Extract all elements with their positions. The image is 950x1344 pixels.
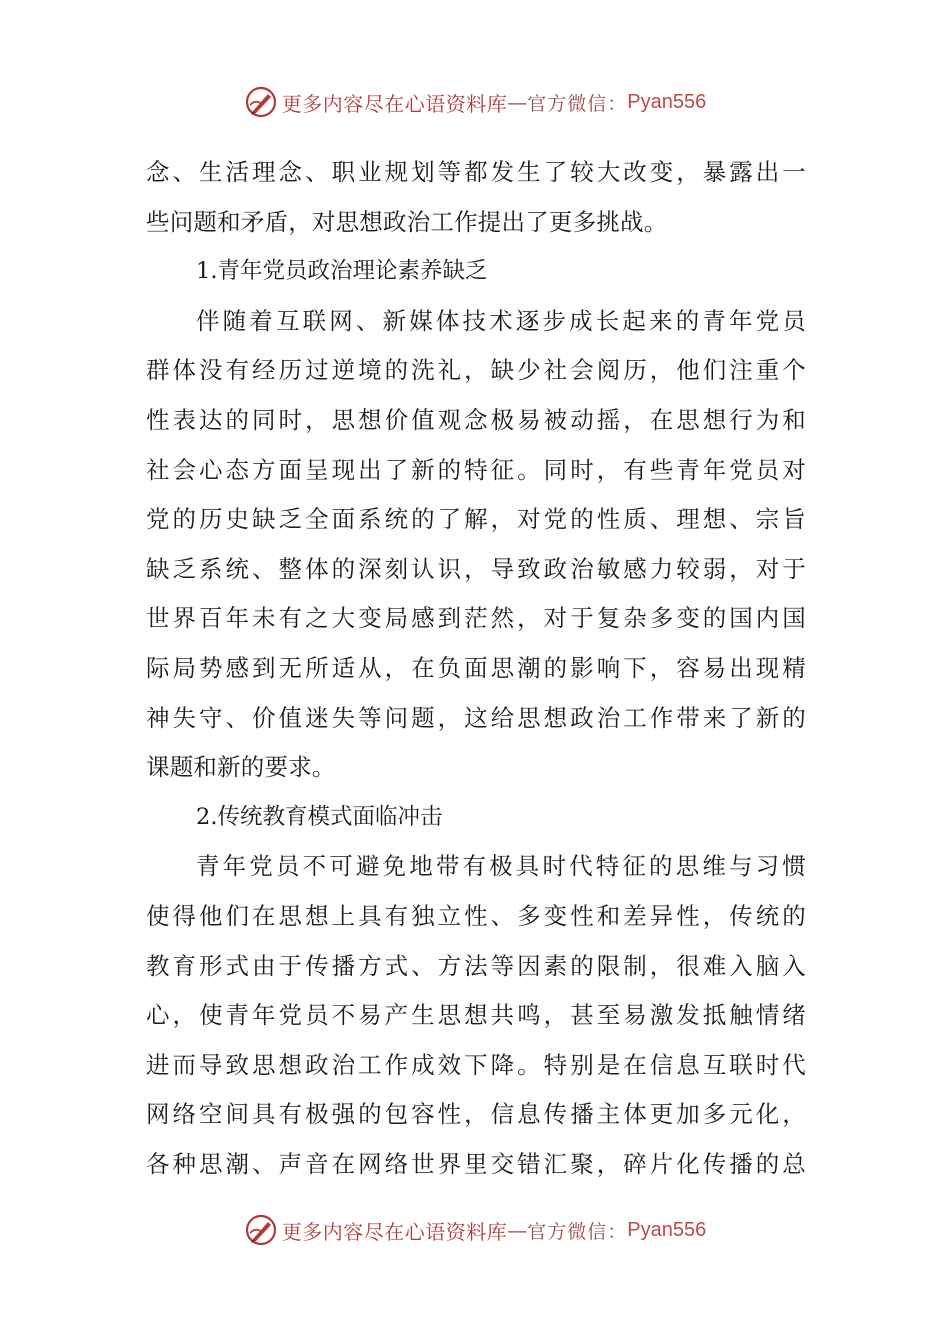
watermark-wechat-label: 官方微信： <box>527 1220 628 1243</box>
pen-logo-icon <box>244 85 278 119</box>
document-body <box>146 148 806 1189</box>
paragraph-line: 使得他们在思想上具有独立性、多变性和差异性，传统的 <box>146 901 806 930</box>
paragraph-line: 世界百年未有之大变局感到茫然，对于复杂多变的国内国 <box>146 604 806 633</box>
paragraph-line: 性表达的同时，思想价值观念极易被动摇，在思想行为和 <box>146 405 806 434</box>
paragraph-line: 些问题和矛盾，对思想政治工作提出了更多挑战。 <box>146 207 668 236</box>
watermark-wechat-id: Pyan556 <box>627 90 707 113</box>
paragraph-line: 社会心态方面呈现出了新的特征。同时，有些青年党员对 <box>146 455 806 484</box>
watermark-separator: — <box>507 90 528 114</box>
paragraph-line: 群体没有经历过逆境的洗礼，缺少社会阅历，他们注重个 <box>146 356 806 385</box>
paragraph-line: 伴随着互联网、新媒体技术逐步成长起来的青年党员 <box>196 306 806 335</box>
watermark-wechat-label: 官方微信： <box>527 92 628 115</box>
paragraph-line: 青年党员不可避免地带有极具时代特征的思维与习惯 <box>196 852 806 881</box>
paragraph-line: 缺乏系统、整体的深刻认识，导致政治敏感力较弱，对于 <box>146 554 806 583</box>
paragraph-line: 际局势感到无所适从，在负面思潮的影响下，容易出现精 <box>146 653 806 682</box>
header-watermark <box>0 82 950 122</box>
paragraph-line: 党的历史缺乏全面系统的了解，对党的性质、理想、宗旨 <box>146 505 806 534</box>
paragraph-line: 心，使青年党员不易产生思想共鸣，甚至易激发抵触情绪 <box>146 1001 806 1030</box>
pen-logo-icon <box>244 1213 278 1247</box>
watermark-separator: — <box>507 1218 528 1242</box>
paragraph-line: 教育形式由于传播方式、方法等因素的限制，很难入脑入 <box>146 951 806 980</box>
footer-watermark <box>0 1210 950 1250</box>
watermark-site-text: 更多内容尽在心语资料库 <box>281 91 508 116</box>
paragraph-line: 进而导致思想政治工作成效下降。特别是在信息互联时代 <box>146 1050 806 1079</box>
section-heading-2: 2.传统教育模式面临冲击 <box>196 803 443 830</box>
section-heading-1: 1.青年党员政治理论素养缺乏 <box>196 258 488 285</box>
paragraph-line: 念、生活理念、职业规划等都发生了较大改变，暴露出一 <box>146 158 806 186</box>
paragraph-line: 各种思潮、声音在网络世界里交错汇聚，碎片化传播的总 <box>146 1149 806 1178</box>
watermark-site-text: 更多内容尽在心语资料库 <box>281 1219 508 1244</box>
paragraph-line: 神失守、价值迷失等问题，这给思想政治工作带来了新的 <box>146 703 806 732</box>
watermark-wechat-id: Pyan556 <box>627 1218 707 1241</box>
paragraph-line: 课题和新的要求。 <box>146 753 336 782</box>
paragraph-line: 网络空间具有极强的包容性，信息传播主体更加多元化， <box>146 1100 806 1129</box>
